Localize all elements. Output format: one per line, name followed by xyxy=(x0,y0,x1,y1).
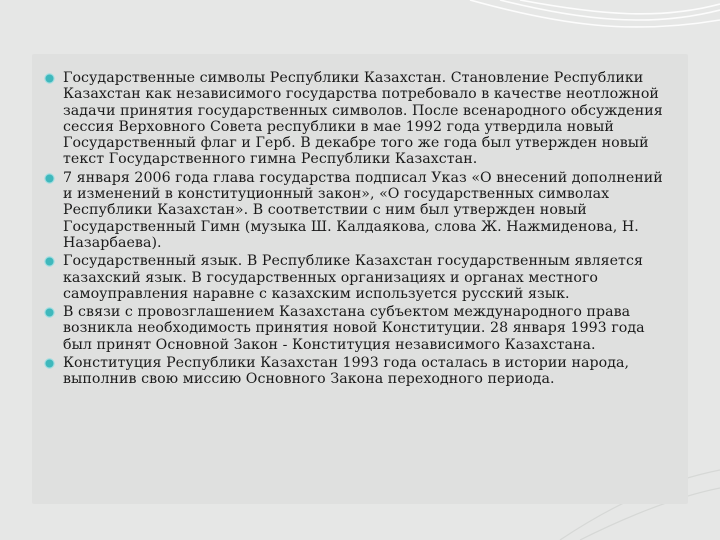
teal-round-bullet-icon xyxy=(44,358,55,369)
teal-round-bullet-icon xyxy=(44,173,55,184)
teal-round-bullet-icon xyxy=(44,307,55,318)
bullet-item-2 xyxy=(44,170,674,251)
bullet-text: 7 января 2006 года глава государства подписал Указ «О внесений дополнений и изменений в конституционный закон», «О государственных символах Республики Казахстан». В соответствии с ним был утвержден новый Государственный Гимн (музыка Ш. Калдаякова, слова Ж. Нажмиденова, Н. Назарбаева). xyxy=(63,169,663,251)
bullet-text: Конституция Республики Казахстан 1993 года осталась в истории народа, выполнив свою миссию Основного Закона переходного периода. xyxy=(63,355,630,388)
bullet-item-4 xyxy=(44,304,674,353)
teal-round-bullet-icon xyxy=(44,256,55,267)
bullet-text: В связи с провозглашением Казахстана субъектом международного права возникла необходимость принятия новой Конституции. 28 января 1993 года был принят Основной Закон - Конституция независимого Казахстана. xyxy=(63,304,645,353)
bullet-list xyxy=(44,70,674,390)
bullet-item-3 xyxy=(44,253,674,302)
bullet-item-1 xyxy=(44,70,674,168)
bullet-text: Государственный язык. В Республике Казахстан государственным является казахский язык. В государственных организациях и органах местного самоуправления наравне с казахским используется русский язык. xyxy=(63,253,643,302)
teal-round-bullet-icon xyxy=(44,73,55,84)
bullet-item-5 xyxy=(44,355,674,388)
bullet-text: Государственные символы Республики Казахстан. Становление Республики Казахстан как независимого государства потребовало в качестве неотложной задачи принятия государственных символов. После всенародного обсуждения сессия Верховного Совета республики в мае 1992 года утвердила новый Государственный флаг и Герб. В декабре того же года был утвержден новый текст Государственного гимна Республики Казахстан. xyxy=(63,70,663,168)
